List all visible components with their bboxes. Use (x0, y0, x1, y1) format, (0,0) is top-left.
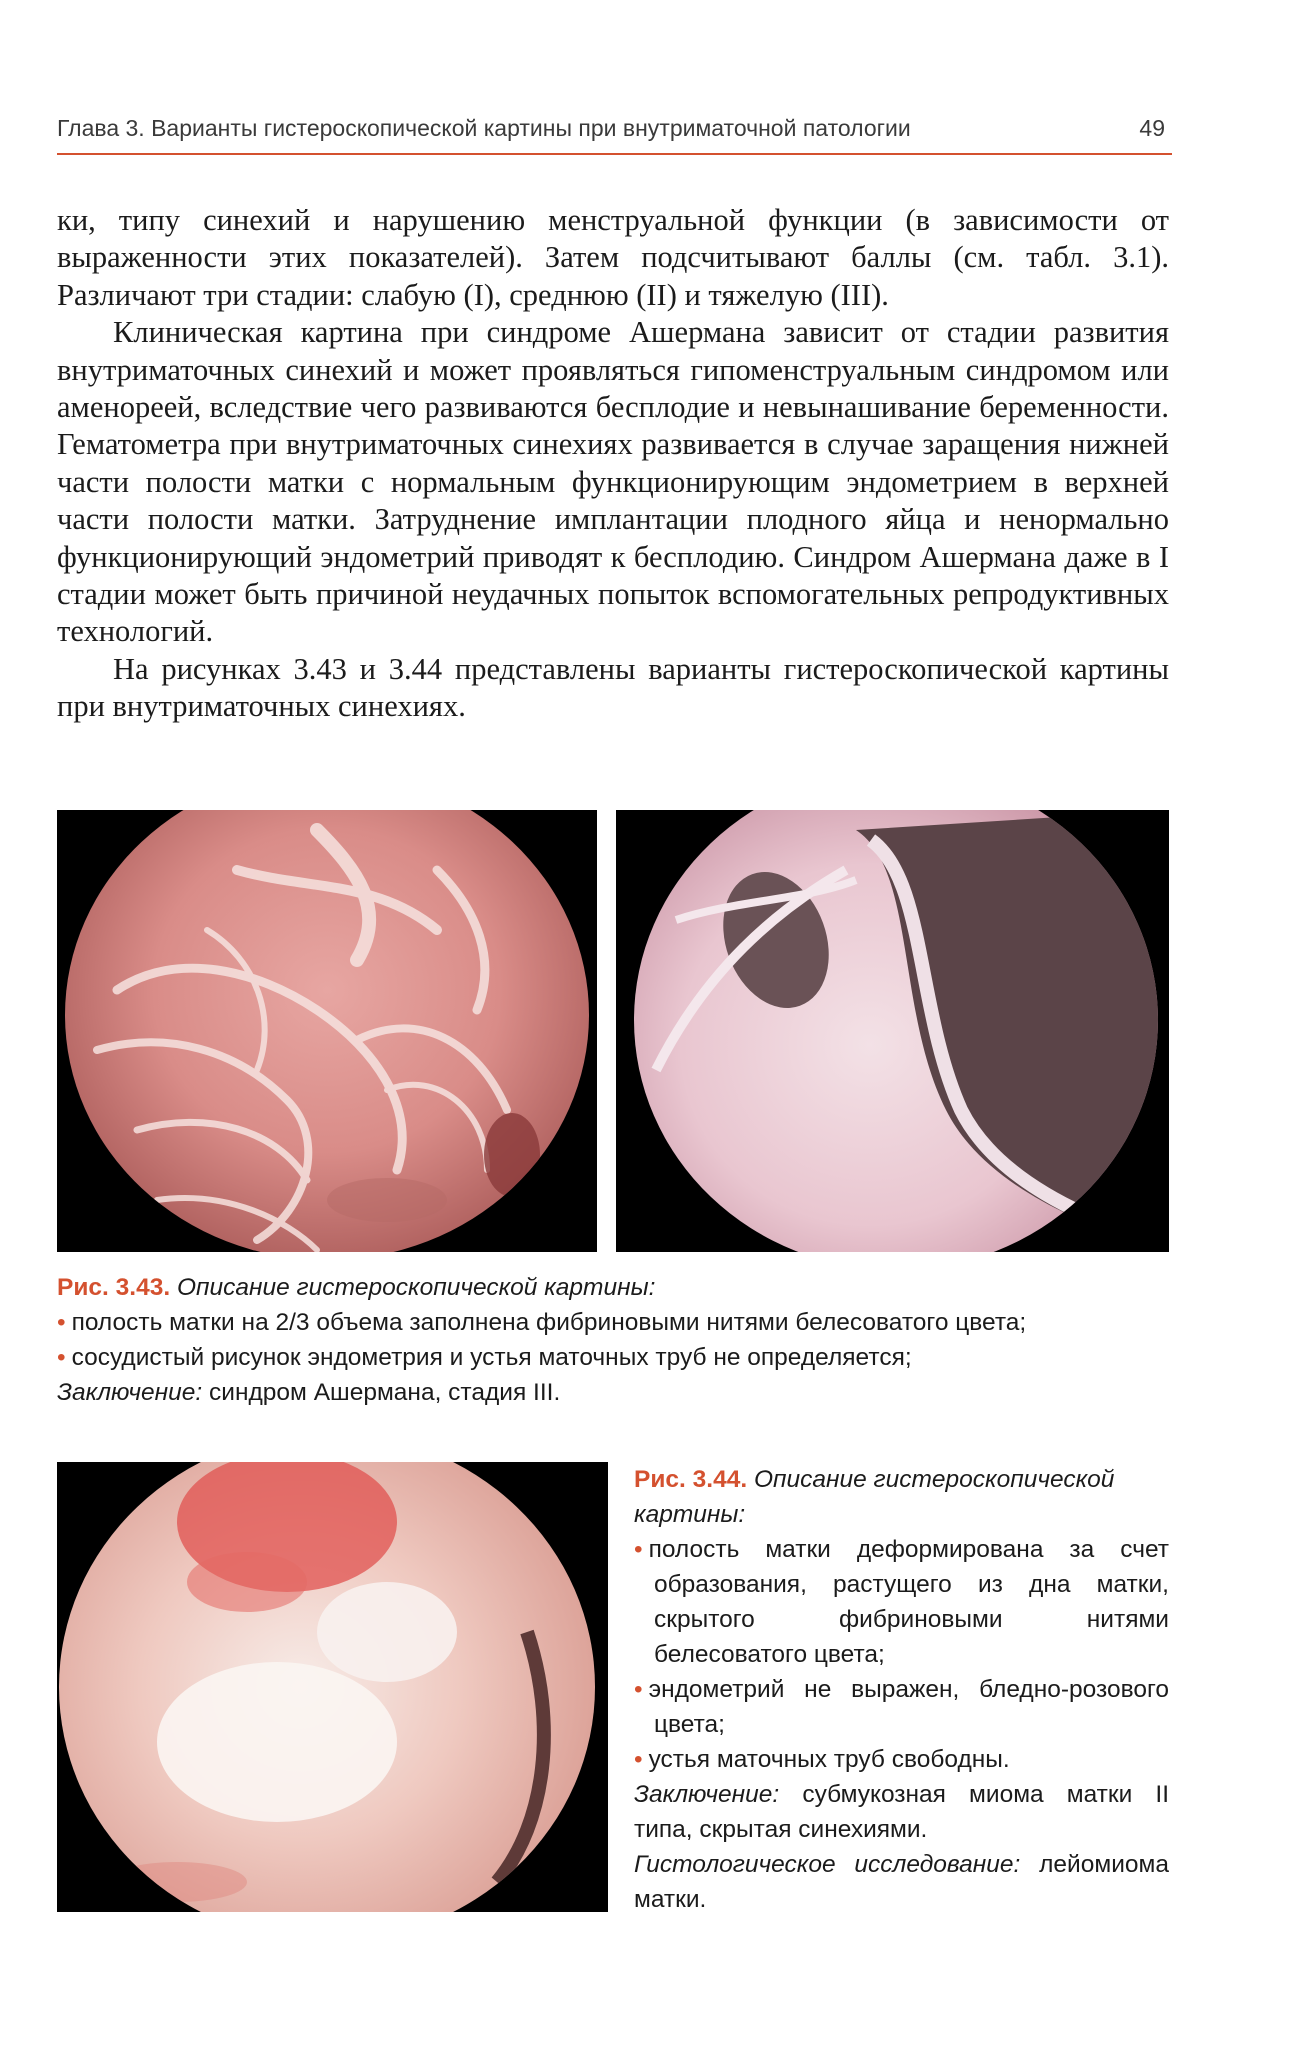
figure-343-caption (57, 1270, 1169, 1410)
paragraph-2: Клиническая картина при синдроме Ашермана зависит от стадии развития внутриматочных синехий и может проявляться гипоменструальным синдромом или аменореей, вследствие чего развиваются бесплодие и невынашивание беременности. Гематометра при внутриматочных синехиях развивается в случае заращения нижней части полости матки с нормальным функционирующим эндометрием в верхней части полости матки. Затруднение имплантации плодного яйца и ненормально функционирующий эндометрий приводят к бесплодию. Синдром Ашермана даже в I стадии может быть причиной неудачных попыток вспомогательных репродуктивных технологий. (57, 315, 1169, 649)
paragraph-3: На рисунках 3.43 и 3.44 представлены варианты гистероскопической картины при внутриматочных синехиях. (57, 651, 1169, 724)
page-number: 49 (1139, 115, 1165, 141)
bullet-icon: • (634, 1536, 643, 1563)
paragraph-1: ки, типу синехий и нарушению менструальной функции (в зависимости от выраженности этих показателей). Затем подсчитывают баллы (см. табл. 3.1). Различают три стадии: слабую (I), среднюю (II) и тяжелую (III). (57, 203, 1169, 312)
bullet-icon: • (57, 1344, 66, 1371)
chapter-title: Глава 3. Варианты гистероскопической картины при внутриматочной патологии (57, 115, 911, 141)
figure-344-histology-text: лейомиома матки. (634, 1851, 1169, 1913)
figure-344-conclusion-text: субмукозная миома матки II типа, скрытая синехиями. (634, 1781, 1169, 1843)
figure-343-title: Описание гистероскопической картины: (176, 1274, 656, 1301)
figure-343-conclusion-label: Заключение: (57, 1379, 203, 1406)
figure-343-image-right (616, 810, 1169, 1252)
running-head (57, 115, 1169, 142)
figure-344-label: Рис. 3.44. (634, 1466, 748, 1493)
figure-343-label: Рис. 3.43. (57, 1274, 171, 1301)
figure-343-image-left (57, 810, 597, 1252)
figure-344-conclusion-label: Заключение: (634, 1781, 780, 1808)
figure-344-histology-label: Гистологическое исследование: (634, 1851, 1021, 1878)
figure-343-conclusion-text: синдром Ашермана, стадия III. (209, 1379, 561, 1406)
figure-344-image (57, 1462, 608, 1912)
figure-344-bullet-1: полость матки деформирована за счет образования, растущего из дна матки, скрытого фибриновыми нитями белесоватого цвета; (648, 1536, 1169, 1668)
figure-343-bullet-1: полость матки на 2/3 объема заполнена фибриновыми нитями белесоватого цвета; (71, 1309, 1027, 1336)
bullet-icon: • (634, 1746, 643, 1773)
bullet-icon: • (634, 1676, 643, 1703)
figure-344-bullet-3: устья маточных труб свободны. (648, 1746, 1010, 1773)
bullet-icon: • (57, 1309, 66, 1336)
figure-343-bullet-2: сосудистый рисунок эндометрия и устья маточных труб не определяется; (71, 1344, 912, 1371)
figure-344-caption (634, 1462, 1169, 1917)
body-text (57, 202, 1169, 726)
figure-344-bullet-2: эндометрий не выражен, бледно-розового цвета; (648, 1676, 1169, 1738)
figure-344-title: Описание гистероскопической картины: (634, 1466, 1115, 1528)
header-rule (57, 153, 1172, 155)
